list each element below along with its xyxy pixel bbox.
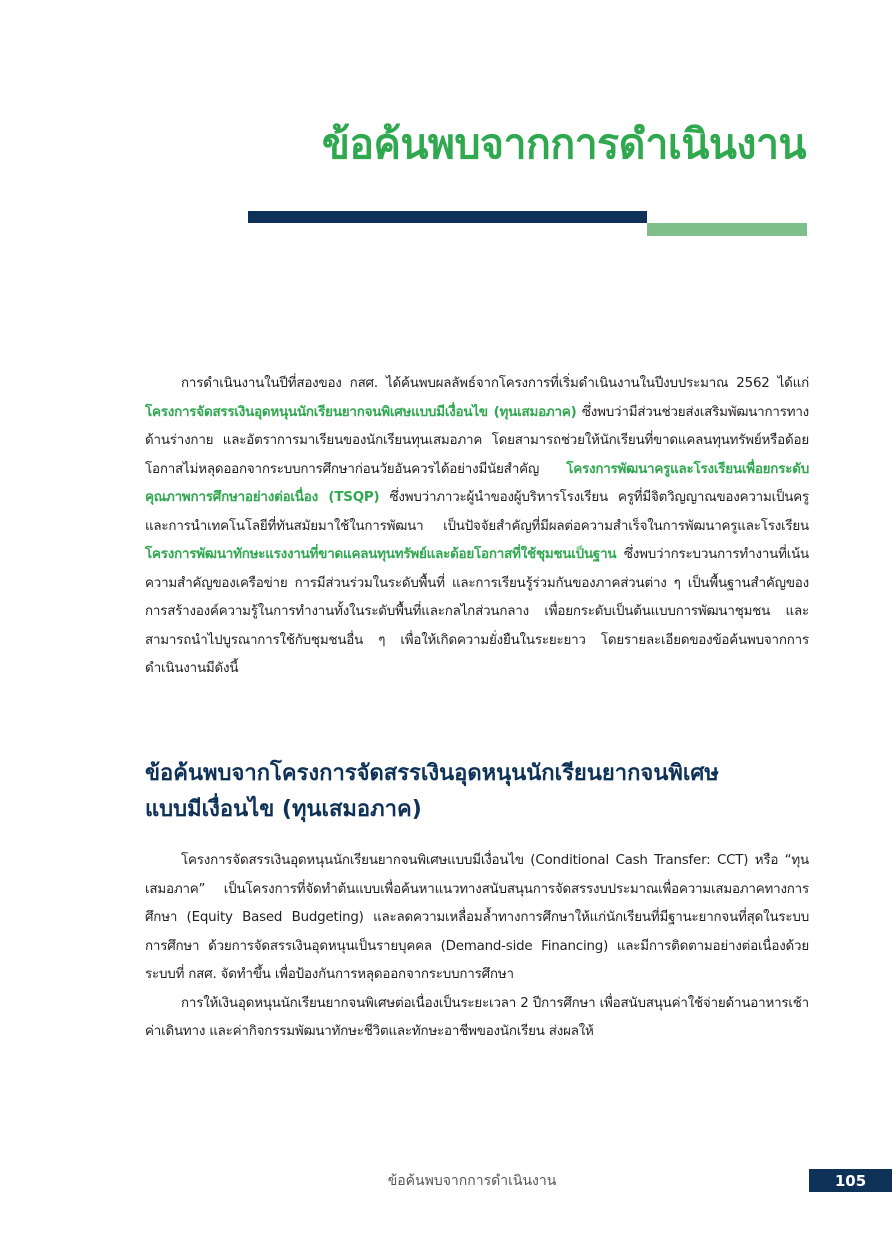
page-title: ข้อค้นพบจากการดำเนินงาน — [321, 120, 806, 168]
section-paragraph-1: โครงการจัดสรรเงินอุดหนุนนักเรียนยากจนพิเศษแบบมีเงื่อนไข (Conditional Cash Transfer: CCT) หรือ “ทุนเสมอภาค” เป็นโครงการที่จัดทำต้นแบบเพื่อค้นหาแนวทางสนับสนุนการจัดสรรงบประมาณเพื่อความเสมอภาคทางการศึกษา (Equity Based Budgeting) และลดความเหลื่อมล้ำทางการศึกษาให้แก่นักเรียนที่มีฐานะยากจนที่สุดในระบบการศึกษา ด้วยการจัดสรรเงินอุดหนุนเป็นรายบุคคล (Demand-side Financing) และมีการติดตามอย่างต่อเนื่องด้วยระบบที่ กสศ. จัดทำขึ้น เพื่อป้องกันการหลุดออกจากระบบการศึกษา — [145, 853, 809, 982]
intro-text-4: ซึ่งพบว่ากระบวนการทำงานที่เน้นความสำคัญของเครือข่าย การมีส่วนร่วมในระดับพื้นที่ และการเรียนรู้ร่วมกันของภาคส่วนต่าง ๆ เป็นพื้นฐานสำคัญของการสร้างองค์ความรู้ในการทำงานทั้งในระดับพื้นที่และกลไกส่วนกลาง เพื่อยกระดับเป็นต้นแบบการพัฒนาชุมชน และสามารถนำไปบูรณาการใช้กับชุมชนอื่น ๆ เพื่อให้เกิดความยั่งยืนในระยะยาว โดยรายละเอียดของข้อค้นพบจากการดำเนินงานมีดังนี้ — [145, 547, 809, 676]
intro-text-2: ซึ่งพบว่ามีส่วนช่วยส่งเสริมพัฒนาการทางด้านร่างกาย และอัตราการมาเรียนของนักเรียนทุนเสมอภาค โดยสามารถช่วยให้นักเรียนที่ขาดแคลนทุนทรัพย์หรือด้อยโอกาสไม่หลุดออกจากระบบการศึกษาก่อนวัยอันควรได้อย่างมีนัยสำคัญ — [145, 404, 809, 477]
highlight-project-equity-fund: โครงการจัดสรรเงินอุดหนุนนักเรียนยากจนพิเศษแบบมีเงื่อนไข (ทุนเสมอภาค) — [145, 404, 577, 420]
section-body — [145, 847, 809, 1047]
footer-running-title: ข้อค้นพบจากการดำเนินงาน — [387, 1173, 557, 1189]
highlight-project-labor-skills: โครงการพัฒนาทักษะแรงงานที่ขาดแคลนทุนทรัพย์และด้อยโอกาสที่ใช้ชุมชนเป็นฐาน — [145, 547, 617, 562]
intro-text-3: ซึ่งพบว่าภาวะผู้นำของผู้บริหารโรงเรียน ครูที่มีจิตวิญญาณของความเป็นครู และการนำเทคโนโลยีที่ทันสมัยมาใช้ในการพัฒนา เป็นปัจจัยสำคัญที่มีผลต่อความสำเร็จในการพัฒนาครูและโรงเรียน — [145, 490, 809, 534]
intro-paragraph — [145, 370, 809, 684]
title-underline-navy — [248, 211, 647, 223]
page-number-badge: 105 — [809, 1169, 892, 1192]
highlight-project-tsqp: โครงการพัฒนาครูและโรงเรียนเพื่อยกระดับคุณภาพการศึกษาอย่างต่อเนื่อง (TSQP) — [145, 461, 809, 505]
section-heading-line-2: แบบมีเงื่อนไข (ทุนเสมอภาค) — [145, 797, 422, 822]
section-paragraph-2: การให้เงินอุดหนุนนักเรียนยากจนพิเศษต่อเนื่องเป็นระยะเวลา 2 ปีการศึกษา เพื่อสนับสนุนค่าใช้จ่ายด้านอาหารเช้า ค่าเดินทาง และค่ากิจกรรมพัฒนาทักษะชีวิตและทักษะอาชีพของนักเรียน ส่งผลให้ — [145, 995, 809, 1039]
intro-text-1: การดำเนินงานในปีที่สองของ กสศ. ได้ค้นพบผลลัพธ์จากโครงการที่เริ่มดำเนินงานในปีงบประมาณ 2562 ได้แก่ — [181, 376, 809, 391]
title-underline-green — [647, 223, 807, 236]
intro-section — [145, 370, 809, 684]
section-heading-line-1: ข้อค้นพบจากโครงการจัดสรรเงินอุดหนุนนักเรียนยากจนพิเศษ — [145, 761, 719, 786]
section-heading — [145, 756, 809, 828]
